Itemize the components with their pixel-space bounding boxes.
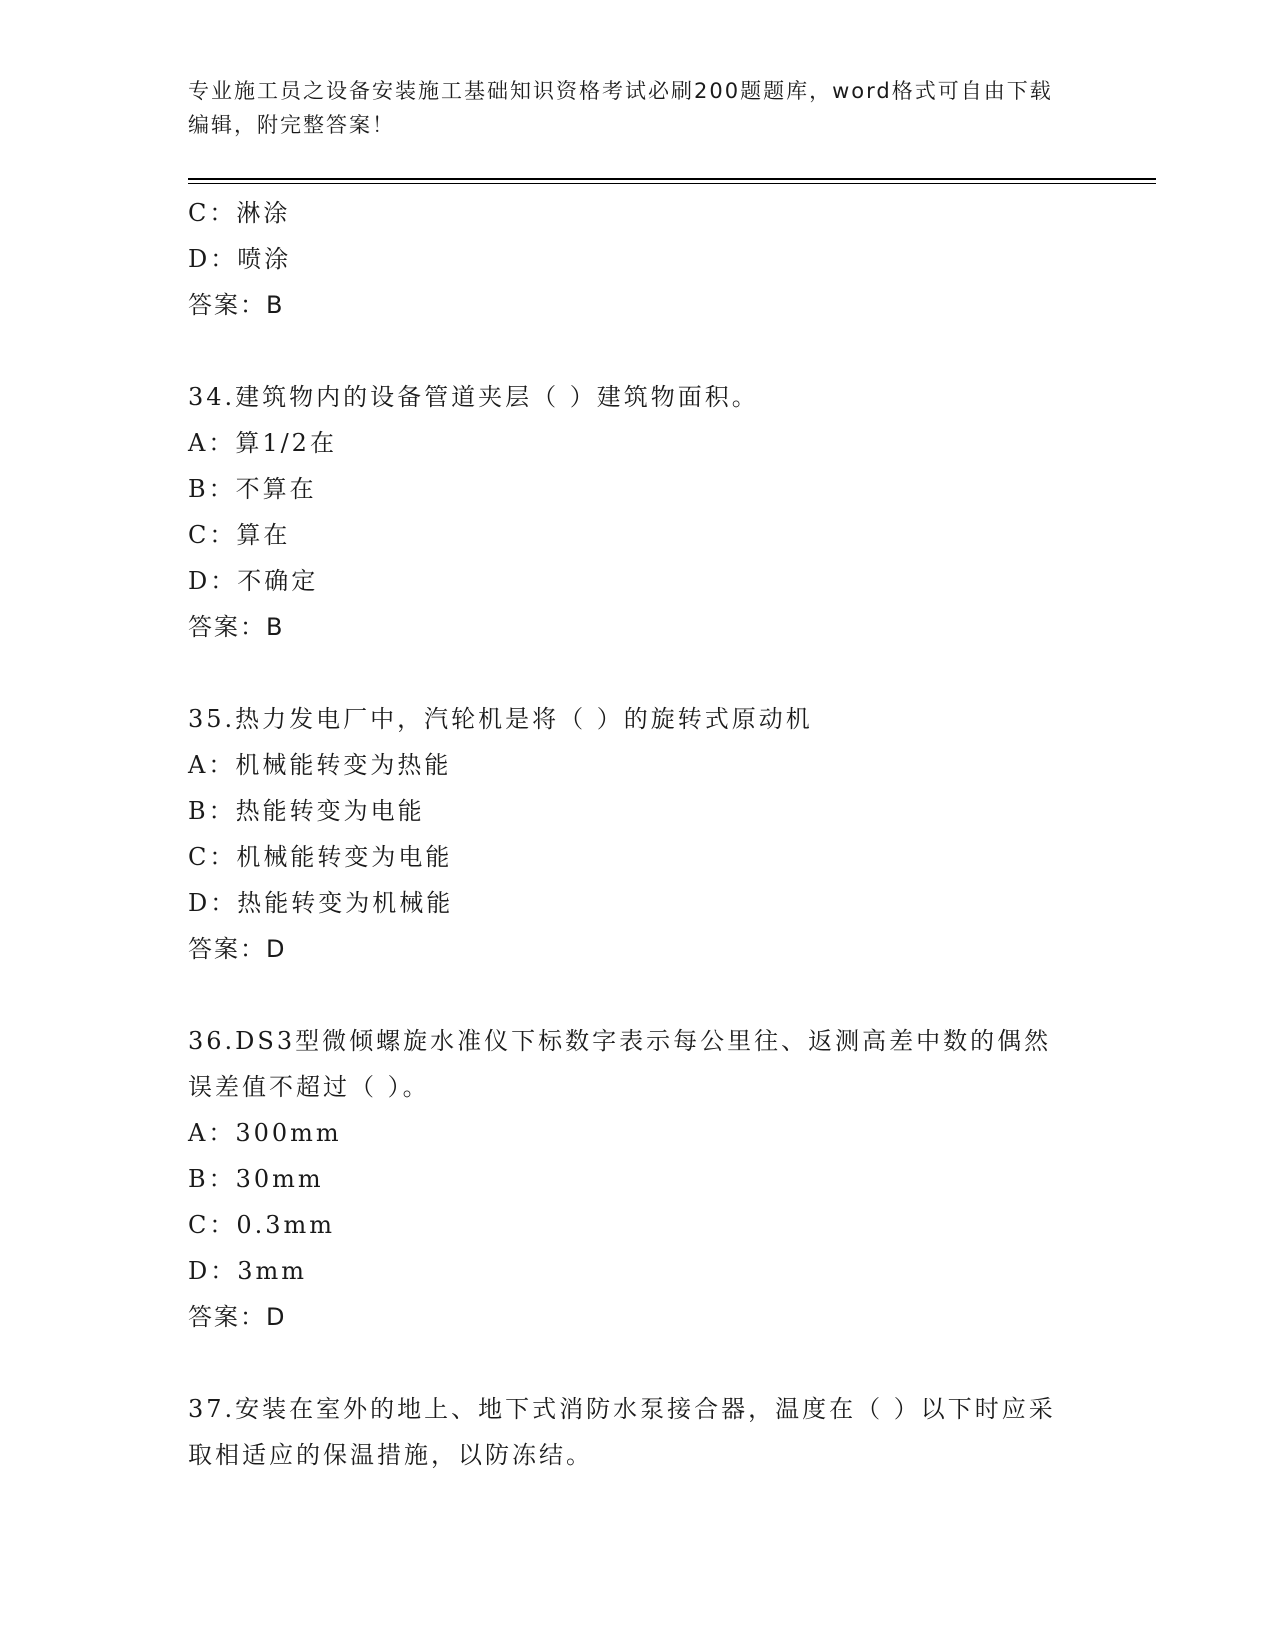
question-list (188, 190, 1078, 1478)
header-divider-thick (188, 178, 1156, 180)
option-a: A：算1/2在 (188, 429, 337, 457)
option-c: C：淋涂 (188, 199, 291, 227)
question-35 (188, 696, 1078, 972)
question-37 (188, 1386, 1078, 1478)
question-text: 36.DS3型微倾螺旋水准仪下标数字表示每公里往、返测高差中数的偶然误差值不超过（ ）。 (188, 1027, 1052, 1101)
answer-line: 答案：B (188, 291, 285, 319)
question-34 (188, 374, 1078, 650)
question-fragment (188, 190, 1078, 328)
option-d: D：喷涂 (188, 245, 292, 273)
answer-line: 答案：D (188, 1303, 287, 1331)
option-d: D：热能转变为机械能 (188, 889, 454, 917)
answer-line: 答案：D (188, 935, 287, 963)
option-d: D：3mm (188, 1257, 308, 1285)
question-text: 37.安装在室外的地上、地下式消防水泵接合器，温度在（ ）以下时应采取相适应的保温措施，以防冻结。 (188, 1395, 1056, 1469)
option-a: A：300mm (188, 1119, 342, 1147)
document-header: 专业施工员之设备安装施工基础知识资格考试必刷200题题库，word格式可自由下载编辑，附完整答案！ (188, 79, 1053, 137)
question-text: 34.建筑物内的设备管道夹层（ ）建筑物面积。 (188, 383, 759, 411)
option-b: B：30mm (188, 1165, 324, 1193)
answer-line: 答案：B (188, 613, 285, 641)
question-36 (188, 1018, 1078, 1340)
question-text: 35.热力发电厂中，汽轮机是将（ ）的旋转式原动机 (188, 705, 813, 733)
option-c: C：机械能转变为电能 (188, 843, 453, 871)
option-c: C：算在 (188, 521, 291, 549)
option-a: A：机械能转变为热能 (188, 751, 452, 779)
option-d: D：不确定 (188, 567, 319, 595)
option-b: B：不算在 (188, 475, 317, 503)
option-b: B：热能转变为电能 (188, 797, 425, 825)
option-c: C：0.3mm (188, 1211, 336, 1239)
header-divider-thin (188, 183, 1156, 184)
